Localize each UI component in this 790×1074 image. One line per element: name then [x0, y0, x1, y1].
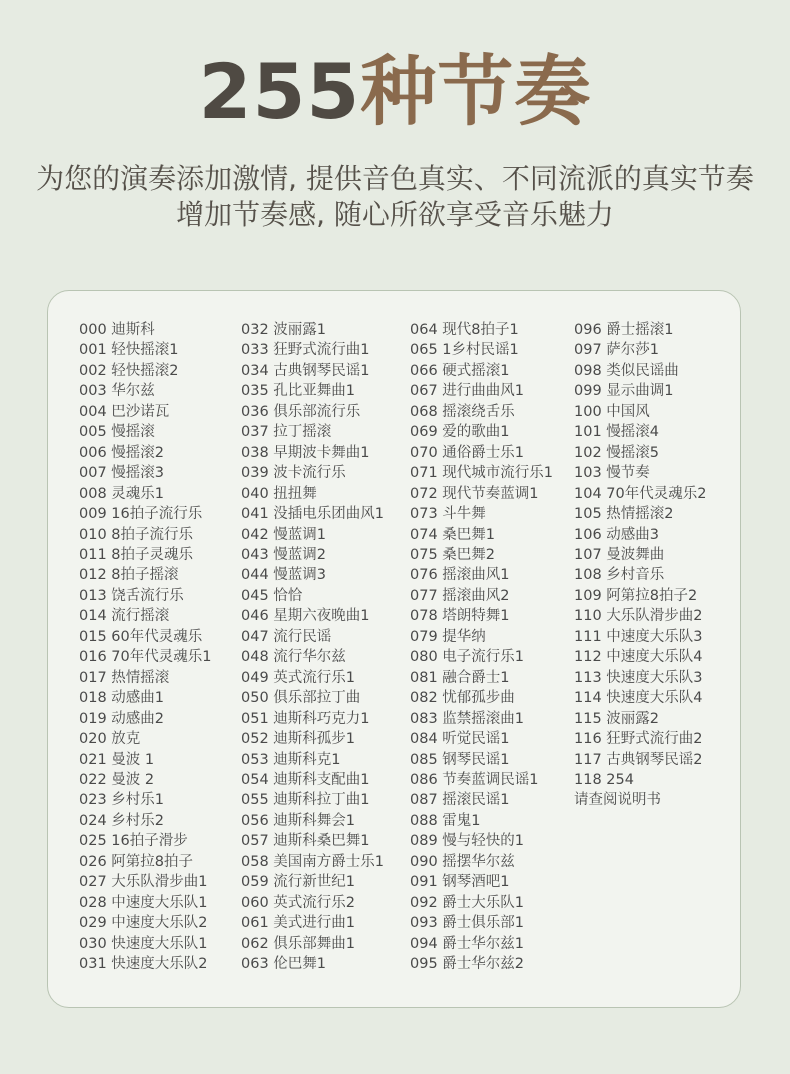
rhythm-item: 105 热情摇滚2 — [574, 506, 674, 523]
rhythm-item: 022 曼波 2 — [79, 771, 155, 788]
rhythm-item: 085 钢琴民谣1 — [410, 751, 510, 768]
rhythm-item: 071 现代城市流行乐1 — [410, 465, 554, 482]
rhythm-item: 118 254 — [574, 771, 634, 788]
rhythm-item: 061 美式进行曲1 — [241, 915, 356, 932]
rhythm-item: 104 70年代灵魂乐2 — [574, 485, 707, 502]
rhythm-item: 056 迪斯科舞会1 — [241, 812, 356, 829]
rhythm-item: 023 乡村乐1 — [79, 792, 165, 809]
rhythm-item: 027 大乐队滑步曲1 — [79, 874, 208, 891]
rhythm-item: 047 流行民谣 — [241, 628, 332, 645]
rhythm-item: 115 波丽露2 — [574, 710, 660, 727]
rhythm-column-4 — [574, 320, 706, 811]
rhythm-item: 064 现代8拍子1 — [410, 322, 519, 338]
rhythm-item: 013 饶舌流行乐 — [79, 587, 184, 604]
rhythm-item: 038 早期波卡舞曲1 — [241, 444, 370, 461]
rhythm-item: 073 斗牛舞 — [410, 506, 486, 523]
rhythm-item: 043 慢蓝调2 — [241, 546, 327, 563]
rhythm-item: 086 节奏蓝调民谣1 — [410, 771, 539, 788]
rhythm-column-2 — [241, 320, 384, 975]
rhythm-item: 100 中国风 — [574, 403, 650, 420]
rhythm-item: 003 华尔兹 — [79, 383, 155, 400]
rhythm-item: 014 流行摇滚 — [79, 608, 170, 625]
rhythm-item: 002 轻快摇滚2 — [79, 362, 179, 379]
title-text: 种节奏 — [360, 47, 592, 136]
rhythm-item: 096 爵士摇滚1 — [574, 322, 674, 338]
rhythm-item: 015 60年代灵魂乐 — [79, 628, 203, 645]
rhythm-item: 069 爱的歌曲1 — [410, 424, 510, 441]
rhythm-item: 016 70年代灵魂乐1 — [79, 649, 212, 666]
rhythm-item: 008 灵魂乐1 — [79, 485, 165, 502]
rhythm-item: 094 爵士华尔兹1 — [410, 935, 525, 952]
rhythm-item: 116 狂野式流行曲2 — [574, 731, 703, 748]
rhythm-item: 011 8拍子灵魂乐 — [79, 546, 194, 563]
rhythm-item: 083 监禁摇滚曲1 — [410, 710, 525, 727]
rhythm-item: 106 动感曲3 — [574, 526, 660, 543]
rhythm-item: 092 爵士大乐队1 — [410, 894, 525, 911]
rhythm-item: 045 恰恰 — [241, 587, 303, 604]
rhythm-item: 066 硬式摇滚1 — [410, 362, 510, 379]
rhythm-item: 095 爵士华尔兹2 — [410, 956, 525, 973]
rhythm-item: 062 俱乐部舞曲1 — [241, 935, 356, 952]
rhythm-item: 108 乡村音乐 — [574, 567, 665, 584]
rhythm-item: 107 曼波舞曲 — [574, 546, 665, 563]
rhythm-item: 078 塔朗特舞1 — [410, 608, 510, 625]
rhythm-item: 029 中速度大乐队2 — [79, 915, 208, 932]
rhythm-item: 020 放克 — [79, 731, 141, 748]
rhythm-item: 055 迪斯科拉丁曲1 — [241, 792, 370, 809]
rhythm-item: 112 中速度大乐队4 — [574, 649, 703, 666]
rhythm-item: 010 8拍子流行乐 — [79, 526, 194, 543]
rhythm-item: 019 动感曲2 — [79, 710, 165, 727]
rhythm-item: 076 摇滚曲风1 — [410, 567, 510, 584]
rhythm-item: 050 俱乐部拉丁曲 — [241, 690, 361, 707]
rhythm-item: 075 桑巴舞2 — [410, 546, 496, 563]
rhythm-item: 082 忧郁孤步曲 — [410, 690, 515, 707]
rhythm-item: 040 扭扭舞 — [241, 485, 317, 502]
rhythm-item: 007 慢摇滚3 — [79, 465, 165, 482]
rhythm-item: 059 流行新世纪1 — [241, 874, 356, 891]
rhythm-item: 117 古典钢琴民谣2 — [574, 751, 703, 768]
rhythm-item: 090 摇摆华尔兹 — [410, 853, 515, 870]
rhythm-item: 005 慢摇滚 — [79, 424, 155, 441]
rhythm-item: 067 进行曲曲风1 — [410, 383, 525, 400]
rhythm-item: 026 阿第拉8拍子 — [79, 853, 194, 870]
rhythm-item: 000 迪斯科 — [79, 322, 155, 338]
rhythm-item: 054 迪斯科支配曲1 — [241, 771, 370, 788]
rhythm-column-1 — [79, 320, 211, 975]
title-number: 255 — [198, 47, 361, 136]
rhythm-item: 041 没插电乐团曲风1 — [241, 506, 385, 523]
rhythm-item: 031 快速度大乐队2 — [79, 956, 208, 973]
rhythm-item: 012 8拍子摇滚 — [79, 567, 179, 584]
rhythm-item: 046 星期六夜晚曲1 — [241, 608, 370, 625]
rhythm-item: 109 阿第拉8拍子2 — [574, 587, 698, 604]
rhythm-item: 048 流行华尔兹 — [241, 649, 346, 666]
rhythm-item: 077 摇滚曲风2 — [410, 587, 510, 604]
rhythm-item: 035 孔比亚舞曲1 — [241, 383, 356, 400]
rhythm-item: 057 迪斯科桑巴舞1 — [241, 833, 370, 850]
rhythm-item: 111 中速度大乐队3 — [574, 628, 703, 645]
rhythm-item: 063 伦巴舞1 — [241, 956, 327, 973]
rhythm-item: 065 1乡村民谣1 — [410, 342, 519, 359]
rhythm-item: 058 美国南方爵士乐1 — [241, 853, 385, 870]
rhythm-item: 091 钢琴酒吧1 — [410, 874, 510, 891]
rhythm-item: 102 慢摇滚5 — [574, 444, 660, 461]
rhythm-item: 001 轻快摇滚1 — [79, 342, 179, 359]
rhythm-item: 030 快速度大乐队1 — [79, 935, 208, 952]
rhythm-item: 098 类似民谣曲 — [574, 362, 679, 379]
rhythm-item: 113 快速度大乐队3 — [574, 669, 703, 686]
rhythm-item: 101 慢摇滚4 — [574, 424, 660, 441]
rhythm-item: 请查阅说明书 — [574, 792, 661, 809]
rhythm-item: 081 融合爵士1 — [410, 669, 510, 686]
rhythm-item: 017 热情摇滚 — [79, 669, 170, 686]
subtitle-line-1: 为您的演奏添加激情, 提供音色真实、不同流派的真实节奏 — [36, 162, 754, 195]
rhythm-item: 021 曼波 1 — [79, 751, 155, 768]
rhythm-item: 036 俱乐部流行乐 — [241, 403, 361, 420]
rhythm-column-3 — [410, 320, 553, 975]
rhythm-item: 037 拉丁摇滚 — [241, 424, 332, 441]
rhythm-item: 004 巴沙诺瓦 — [79, 403, 170, 420]
rhythm-item: 009 16拍子流行乐 — [79, 506, 203, 523]
rhythm-item: 087 摇滚民谣1 — [410, 792, 510, 809]
rhythm-item: 052 迪斯科孤步1 — [241, 731, 356, 748]
rhythm-item: 060 英式流行乐2 — [241, 894, 356, 911]
rhythm-item: 025 16拍子滑步 — [79, 833, 188, 850]
rhythm-item: 089 慢与轻快的1 — [410, 833, 525, 850]
rhythm-item: 070 通俗爵士乐1 — [410, 444, 525, 461]
subtitle-line-2: 增加节奏感, 随心所欲享受音乐魅力 — [176, 198, 614, 231]
rhythm-item: 006 慢摇滚2 — [79, 444, 165, 461]
rhythm-item: 080 电子流行乐1 — [410, 649, 525, 666]
rhythm-item: 051 迪斯科巧克力1 — [241, 710, 370, 727]
rhythm-item: 039 波卡流行乐 — [241, 465, 346, 482]
rhythm-item: 053 迪斯科克1 — [241, 751, 341, 768]
rhythm-item: 093 爵士俱乐部1 — [410, 915, 525, 932]
rhythm-item: 018 动感曲1 — [79, 690, 165, 707]
rhythm-item: 033 狂野式流行曲1 — [241, 342, 370, 359]
rhythm-item: 072 现代节奏蓝调1 — [410, 485, 539, 502]
rhythm-item: 099 显示曲调1 — [574, 383, 674, 400]
rhythm-list-card — [47, 290, 741, 1008]
rhythm-item: 084 听觉民谣1 — [410, 731, 510, 748]
rhythm-item: 042 慢蓝调1 — [241, 526, 327, 543]
rhythm-item: 044 慢蓝调3 — [241, 567, 327, 584]
rhythm-item: 079 提华纳 — [410, 628, 486, 645]
rhythm-item: 097 萨尔莎1 — [574, 342, 660, 359]
rhythm-item: 074 桑巴舞1 — [410, 526, 496, 543]
rhythm-item: 068 摇滚绕舌乐 — [410, 403, 515, 420]
rhythm-item: 024 乡村乐2 — [79, 812, 165, 829]
rhythm-item: 088 雷鬼1 — [410, 812, 481, 829]
rhythm-item: 032 波丽露1 — [241, 322, 327, 338]
rhythm-item: 114 快速度大乐队4 — [574, 690, 703, 707]
rhythm-item: 049 英式流行乐1 — [241, 669, 356, 686]
page-title — [0, 44, 790, 140]
rhythm-item: 028 中速度大乐队1 — [79, 894, 208, 911]
rhythm-item: 110 大乐队滑步曲2 — [574, 608, 703, 625]
rhythm-item: 034 古典钢琴民谣1 — [241, 362, 370, 379]
rhythm-item: 103 慢节奏 — [574, 465, 650, 482]
